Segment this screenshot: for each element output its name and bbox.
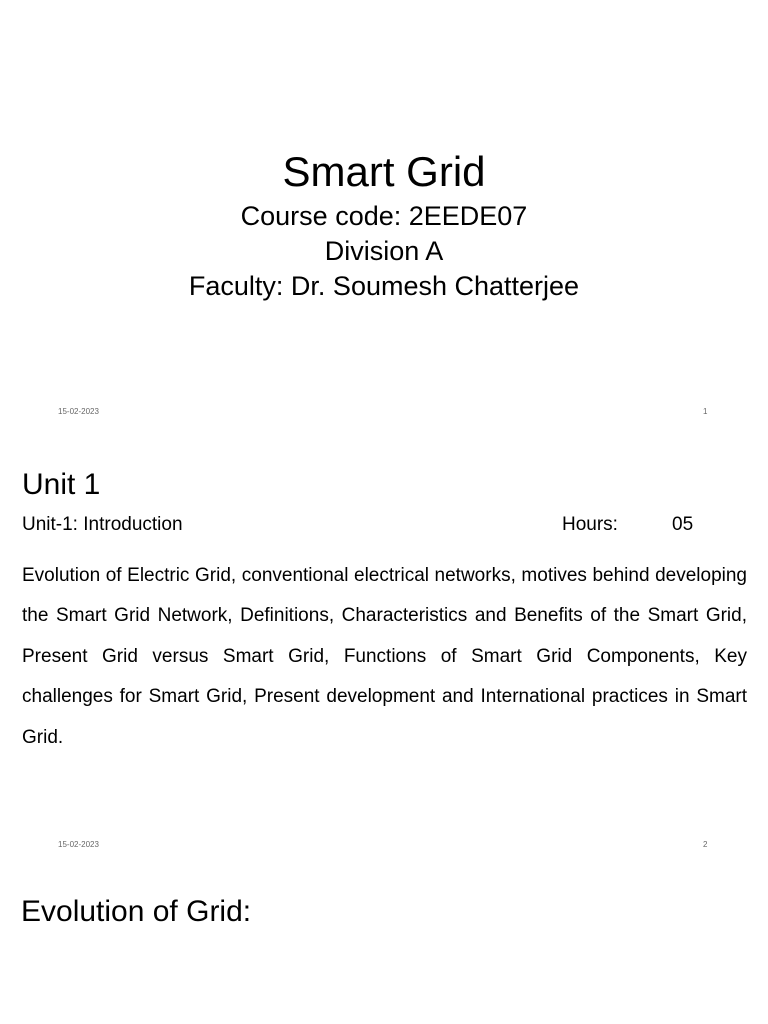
- slide-title: Smart Grid: [282, 148, 486, 195]
- hours-value: 05: [672, 514, 694, 535]
- course-code: Course code: 2EEDE07: [240, 201, 528, 231]
- faculty: Faculty: Dr. Soumesh Chatterjee: [188, 271, 580, 301]
- evolution-heading: Evolution of Grid:: [21, 895, 252, 928]
- division: Division A: [324, 236, 444, 266]
- slide-number: 2: [703, 840, 708, 849]
- footer-date: 15-02-2023: [58, 407, 99, 416]
- unit-syllabus-text: Evolution of Electric Grid, conventional electrical networks, motives behind developing the Smart Grid Network, Definitions, Characteristics and Benefits of the Smart Grid, Present Grid versus Smart Grid, Functions of Smart Grid Components, Key challenges for Smart Grid, Present development and International practices in Smart Grid.: [22, 565, 747, 748]
- unit-heading: Unit 1: [22, 468, 101, 501]
- slide-1: [0, 0, 768, 433]
- hours-label: Hours:: [562, 514, 618, 535]
- footer-date: 15-02-2023: [58, 840, 99, 849]
- slide-2: [0, 433, 768, 866]
- slide-number: 1: [703, 407, 708, 416]
- unit-label: Unit-1: Introduction: [22, 514, 183, 535]
- slide-3: [0, 866, 768, 1024]
